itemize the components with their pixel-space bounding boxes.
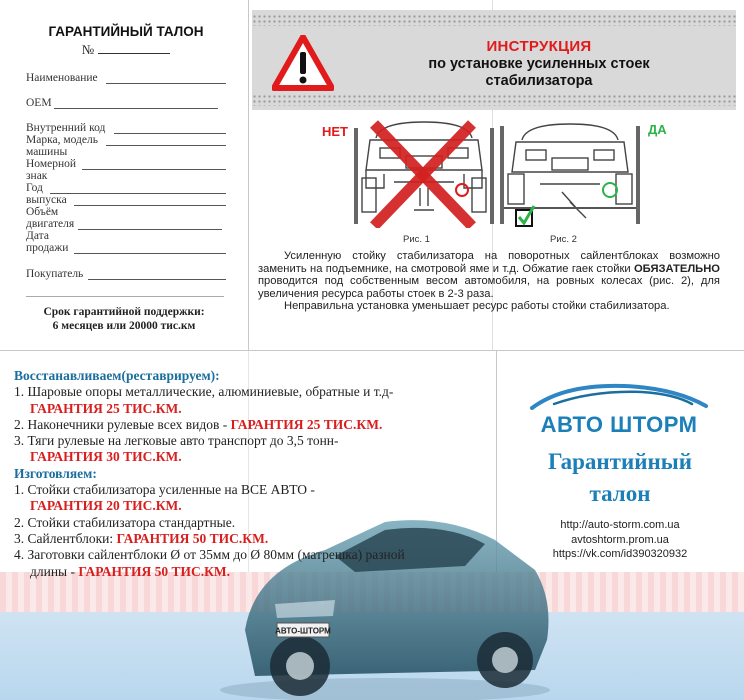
instruction-panel bbox=[248, 0, 744, 350]
services-heading-make: Изготовляем: bbox=[14, 465, 97, 481]
card-title: ГАРАНТИЙНЫЙ ТАЛОН bbox=[48, 24, 204, 39]
services-heading-restore: Восстанавливаем(реставрируем): bbox=[14, 368, 220, 383]
brand-title: Гарантийный талон bbox=[548, 449, 692, 506]
yes-label: ДА bbox=[648, 122, 667, 137]
field-plate: Номерной bbox=[26, 158, 226, 170]
instruction-paragraph-1: Усиленную стойку стабилизатора на поворотных сайлентблоках возможно заменить на подъемнике, на смотровой яме и т.д. Обжатие гаек стойки ОБЯЗАТЕЛЬНО проводится под собственным весом автомобиля, на ровных колесах (рис. 2), для увеличения ресурса работы стоек в 2-3 раза. bbox=[258, 250, 720, 300]
instruction-title: ИНСТРУКЦИЯ bbox=[486, 38, 592, 55]
make-item-1: 1. Стойки стабилизатора усиленные на ВСЕ АВТО - bbox=[14, 482, 315, 498]
instruction-paragraph-2: Неправильна установка уменьшает ресурс работы стойки стабилизатора. bbox=[284, 300, 670, 313]
field-machine: машины bbox=[26, 146, 68, 158]
link-site[interactable]: http://auto-storm.com.ua bbox=[560, 519, 680, 531]
make-item-4: 4. Заготовки сайлентблоки Ø от 35мм до Ø 80мм (матрешка) разной bbox=[14, 547, 405, 563]
services-panel bbox=[0, 350, 496, 700]
make-item-1-warranty: ГАРАНТИЯ 20 ТИС.КМ. bbox=[30, 498, 182, 514]
make-item-4-cont: длины - ГАРАНТИЯ 50 ТИС.КМ. bbox=[30, 563, 231, 579]
field-oem: OEM bbox=[26, 97, 226, 109]
card-number: № bbox=[26, 42, 226, 58]
make-item-2: 2. Стойки стабилизатора стандартные. bbox=[14, 514, 236, 530]
restore-item-1-warranty: ГАРАНТИЯ 25 ТИС.КМ. bbox=[30, 400, 182, 416]
banner-dots-top bbox=[252, 14, 736, 26]
no-label: НЕТ bbox=[322, 124, 348, 139]
field-year-2: выпуска bbox=[26, 194, 226, 206]
banner-dots-bottom bbox=[252, 94, 736, 106]
restore-item-1: 1. Шаровые опоры металлические, алюминиевые, обратные и т.д- bbox=[14, 384, 394, 400]
instruction-banner bbox=[252, 10, 736, 110]
brand-links bbox=[496, 518, 744, 562]
brand-logo-text: АВТО ШТОРМ bbox=[540, 412, 698, 437]
field-internal-code: Внутренний код bbox=[26, 122, 226, 134]
card-bottom-line bbox=[26, 296, 224, 297]
warning-icon bbox=[272, 35, 334, 91]
warranty-term: Срок гарантийной поддержки: 6 месяцев или 20000 тис.км bbox=[43, 306, 205, 332]
field-year: Год bbox=[26, 182, 226, 194]
instruction-text bbox=[258, 250, 720, 313]
restore-item-3: 3. Тяги рулевые на легковые авто транспорт до 3,5 тонн- bbox=[14, 433, 339, 449]
instruction-subtitle-1: по установке усиленных стоек bbox=[428, 56, 650, 72]
card-number-line bbox=[98, 44, 170, 54]
figure-1-caption: Рис. 1 bbox=[403, 234, 430, 245]
link-vk[interactable]: https://vk.com/id390320932 bbox=[552, 548, 688, 560]
figure-correct-car-icon bbox=[500, 118, 640, 228]
figure-2-caption: Рис. 2 bbox=[550, 234, 577, 245]
field-date-2: продажи bbox=[26, 242, 226, 254]
field-date: Дата bbox=[26, 230, 49, 242]
restore-item-3-warranty: ГАРАНТИЯ 30 ТИС.КМ. bbox=[30, 449, 182, 465]
link-prom[interactable]: avtoshtorm.prom.ua bbox=[571, 533, 669, 546]
field-name: Наименование bbox=[26, 72, 226, 84]
field-buyer: Покупатель bbox=[26, 268, 226, 280]
warranty-card-panel bbox=[0, 0, 248, 350]
brand-logo bbox=[524, 378, 714, 448]
restore-item-2: 2. Наконечники рулевые всех видов - ГАРАНТИЯ 25 ТИС.КМ. bbox=[14, 416, 383, 432]
instruction-subtitle-2: стабилизатора bbox=[485, 73, 593, 89]
make-item-3: 3. Сайлентблоки: ГАРАНТИЯ 50 ТИС.КМ. bbox=[14, 530, 269, 546]
field-engine: Объём bbox=[26, 206, 59, 218]
brand-panel bbox=[496, 350, 744, 700]
services-list bbox=[14, 368, 456, 580]
field-plate-2: знак bbox=[26, 170, 48, 182]
field-make-model: Марка, модель bbox=[26, 134, 226, 146]
license-plate: АВТО-ШТОРМ bbox=[275, 626, 331, 636]
figure-wrong-car-icon bbox=[354, 118, 494, 228]
field-engine-2: двигателя bbox=[26, 218, 226, 230]
